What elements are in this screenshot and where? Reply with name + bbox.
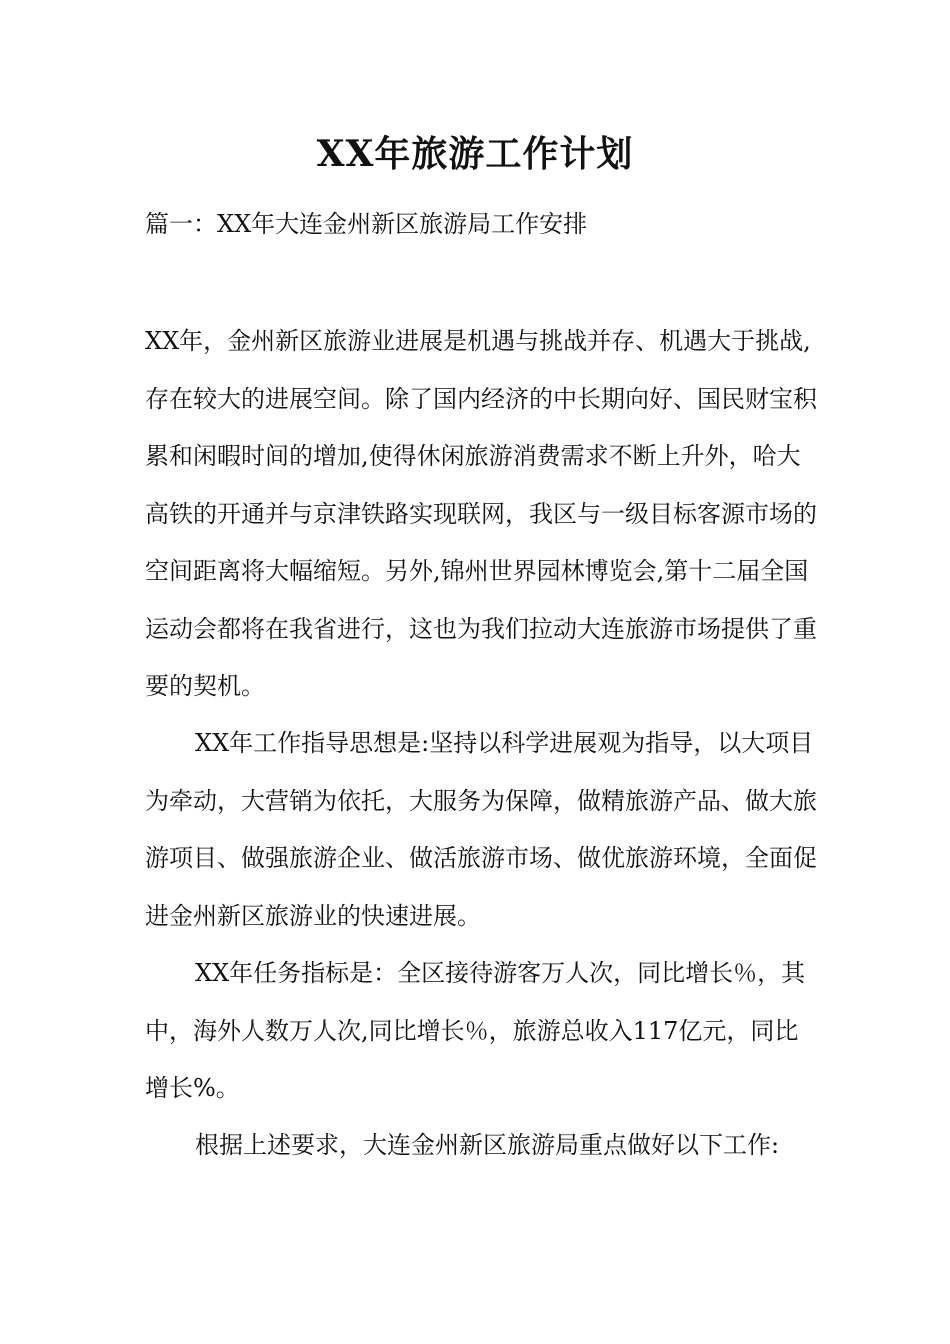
document-title: XX年旅游工作计划 <box>316 133 634 175</box>
paragraph-intro: XX年，金州新区旅游业进展是机遇与挑战并存、机遇大于挑战,存在较大的进展空间。除了国内经济的中长期向好、国民财宝积累和闲暇时间的增加,使得休闲旅游消费需求不断上升外，哈大高铁的开通并与京津铁路实现联网，我区与一级目标客源市场的空间距离将大幅缩短。另外,锦州世界园林博览会,第十二届全国运动会都将在我省进行，这也为我们拉动大连旅游市场提供了重要的契机。 <box>145 327 817 700</box>
paragraph-key-work: 根据上述要求，大连金州新区旅游局重点做好以下工作: <box>195 1131 780 1159</box>
document-subtitle: 篇一：XX年大连金州新区旅游局工作安排 <box>145 210 588 238</box>
paragraph-task-targets: XX年任务指标是：全区接待游客万人次，同比增长％，其中，海外人数万人次,同比增长％，旅游总收入117亿元，同比增长%。 <box>145 959 806 1102</box>
paragraph-guiding-ideology: XX年工作指导思想是:坚持以科学进展观为指导，以大项目为牵动，大营销为依托，大服务为保障，做精旅游产品、做大旅游项目、做强旅游企业、做活旅游市场、做优旅游环境，全面促进金州新区旅游业的快速进展。 <box>145 729 817 930</box>
